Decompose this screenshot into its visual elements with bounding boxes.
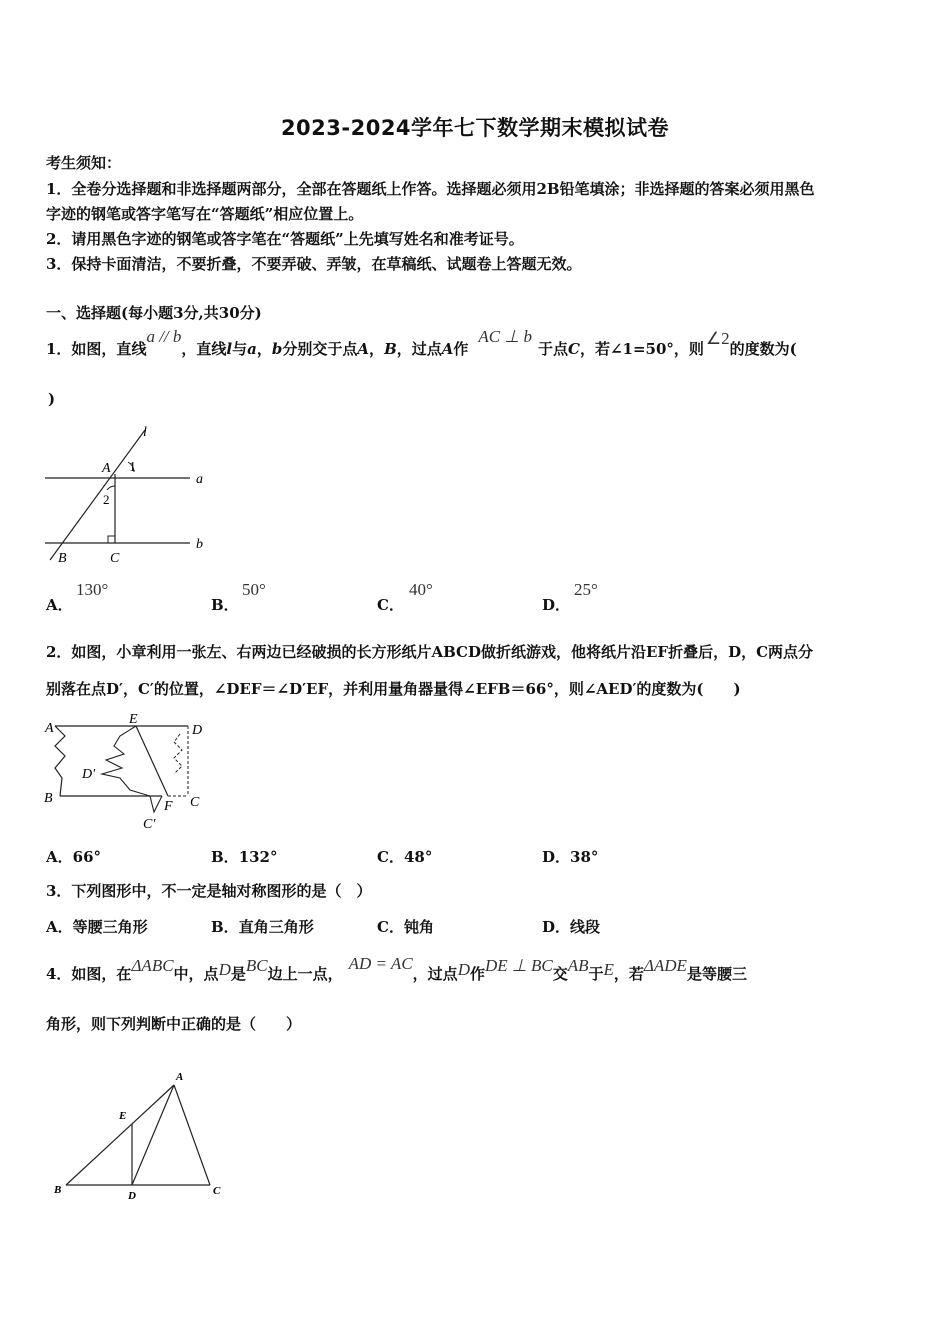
question-4-stem: 4．如图，在ΔABC中，点D是BC边上一点，AD = AC，过点D作DE ⊥ BC交AB于E，若ΔADE是等腰三 <box>46 954 747 983</box>
notice-heading: 考生须知： <box>46 154 122 172</box>
option-value: 40° <box>409 580 433 599</box>
question-1-figure <box>40 420 220 570</box>
figure-label: A <box>45 721 54 736</box>
option-letter: B． <box>211 596 239 614</box>
figure-label: C <box>213 1185 221 1197</box>
page-title: 2023-2024学年七下数学期末模拟试卷 <box>280 116 670 140</box>
question-1-stem: 1．如图，直线a // b，直线l与a，b分别交于点A，B，过点A作AC ⊥ b于点C，若∠1=50°，则∠2的度数为( <box>46 327 797 358</box>
figure-label: B <box>44 791 53 806</box>
figure-label: D <box>192 723 203 738</box>
option: A．等腰三角形 <box>46 918 148 936</box>
option: D．38° <box>542 848 599 866</box>
figure-label: F <box>164 799 173 814</box>
option-value: 50° <box>242 580 266 599</box>
figure-label: D′ <box>82 767 96 782</box>
figure-label: A <box>102 461 111 476</box>
figure-label: b <box>196 537 203 552</box>
option-value: 25° <box>574 580 598 599</box>
question-4-figure <box>50 1065 230 1205</box>
option-letter: C． <box>377 596 404 614</box>
question-3-stem: 3．下列图形中，不一定是轴对称图形的是（ ） <box>46 882 372 900</box>
option: A．66° <box>46 848 102 866</box>
figure-label: A <box>176 1071 184 1083</box>
question-2-stem: 2．如图，小章利用一张左、右两边已经破损的长方形纸片ABCD做折纸游戏，他将纸片沿EF折叠后，D，C两点分 <box>46 643 814 661</box>
figure-label: l <box>143 425 147 440</box>
figure-label: E <box>129 712 138 727</box>
figure-label: B <box>58 551 67 566</box>
figure-label: 2 <box>103 492 110 507</box>
figure-label: D <box>128 1190 136 1202</box>
figure-label: a <box>196 472 203 487</box>
option-letter: A． <box>46 596 73 614</box>
question-2-stem: 别落在点D′，C′的位置，∠DEF＝∠D′EF，并利用量角器量得∠EFB＝66°，则∠AED′的度数为( ) <box>46 680 741 698</box>
question-1-close-paren: ) <box>48 390 56 408</box>
figure-label: C <box>190 795 200 810</box>
option: B．132° <box>211 848 278 866</box>
option-letter: D． <box>542 596 571 614</box>
section-heading: 一、选择题(每小题3分,共30分) <box>46 304 262 322</box>
option-value: 130° <box>76 580 109 599</box>
question-4-stem: 角形，则下列判断中正确的是（ ） <box>46 1015 302 1033</box>
option: C．48° <box>377 848 433 866</box>
notice-item: 3．保持卡面清洁，不要折叠，不要弄破、弄皱，在草稿纸、试题卷上答题无效。 <box>46 255 582 273</box>
notice-item: 2．请用黑色字迹的钢笔或答字笔在“答题纸”上先填写姓名和准考证号。 <box>46 230 524 248</box>
figure-label: C′ <box>143 817 156 832</box>
figure-label: E <box>119 1110 127 1122</box>
option: D．线段 <box>542 918 601 936</box>
figure-label: C <box>110 551 120 566</box>
option: C．钝角 <box>377 918 434 936</box>
option: B．直角三角形 <box>211 918 314 936</box>
figure-label: B <box>54 1184 62 1196</box>
figure-label: 1 <box>129 460 136 475</box>
notice-item: 字迹的钢笔或答字笔写在“答题纸”相应位置上。 <box>46 205 364 223</box>
question-2-figure <box>40 712 215 837</box>
notice-item: 1．全卷分选择题和非选择题两部分，全部在答题纸上作答。选择题必须用2B铅笔填涂；非选择题的答案必须用黑色 <box>46 180 815 198</box>
